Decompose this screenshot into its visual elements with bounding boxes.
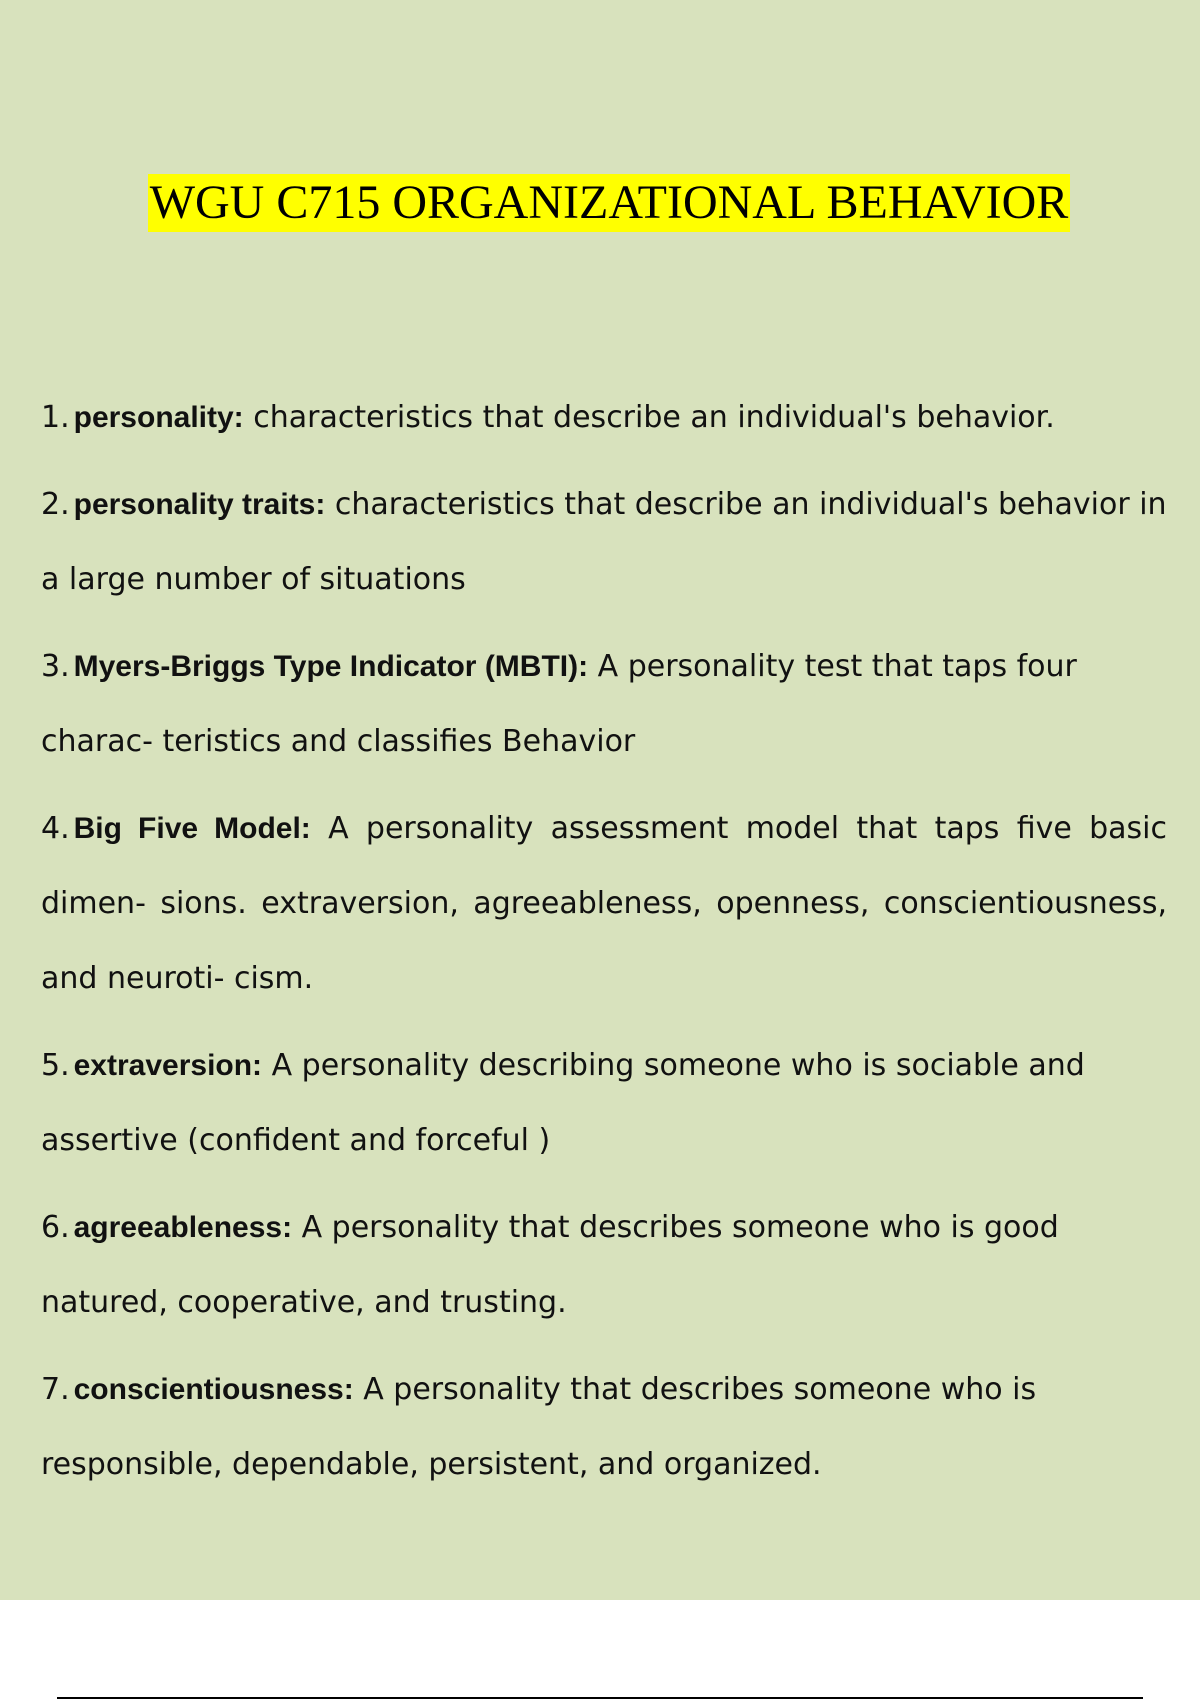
definition-text: A personality that describes someone who is good natured, cooperative, and trusting. xyxy=(41,1210,1059,1320)
definition-text: A personality test that taps four charac- teristics and classifies Behavior xyxy=(41,649,1077,759)
definition-text: characteristics that describe an individual's behavior. xyxy=(253,400,1055,435)
definition-text: A personality assessment model that taps five basic dimen- sions. extraversion, agreeableness, openness, conscientiousness, and neuroti- cism. xyxy=(41,811,1167,996)
definition-number: 2. xyxy=(41,487,70,522)
definition-item xyxy=(41,1190,1167,1340)
definition-number: 5. xyxy=(41,1048,70,1083)
title-container xyxy=(0,174,1200,232)
definition-term: agreeableness: xyxy=(73,1211,293,1244)
definition-term: extraversion: xyxy=(73,1049,263,1082)
definition-term: Big Five Model: xyxy=(73,812,311,845)
definition-item xyxy=(41,629,1167,779)
definition-text: A personality describing someone who is sociable and assertive (confident and forceful ) xyxy=(41,1048,1085,1158)
definition-term: personality: xyxy=(73,401,244,434)
definition-item xyxy=(41,791,1167,1016)
definition-term: personality traits: xyxy=(73,488,326,521)
document-title: WGU C715 ORGANIZATIONAL BEHAVIOR xyxy=(148,174,1071,232)
definition-list xyxy=(41,380,1167,1514)
definition-number: 3. xyxy=(41,649,70,684)
definition-item xyxy=(41,467,1167,617)
definition-item xyxy=(41,1352,1167,1502)
definition-term: conscientiousness: xyxy=(73,1373,354,1406)
definition-text: characteristics that describe an individual's behavior in a large number of situations xyxy=(41,487,1167,597)
definition-item xyxy=(41,1028,1167,1178)
definition-number: 1. xyxy=(41,400,70,435)
definition-text: A personality that describes someone who is responsible, dependable, persistent, and organized. xyxy=(41,1372,1037,1482)
definition-number: 7. xyxy=(41,1372,70,1407)
definition-number: 6. xyxy=(41,1210,70,1245)
footer-divider xyxy=(57,1697,1143,1699)
definition-number: 4. xyxy=(41,811,70,846)
definition-item xyxy=(41,380,1167,455)
definition-term: Myers-Briggs Type Indicator (MBTI): xyxy=(73,650,589,683)
